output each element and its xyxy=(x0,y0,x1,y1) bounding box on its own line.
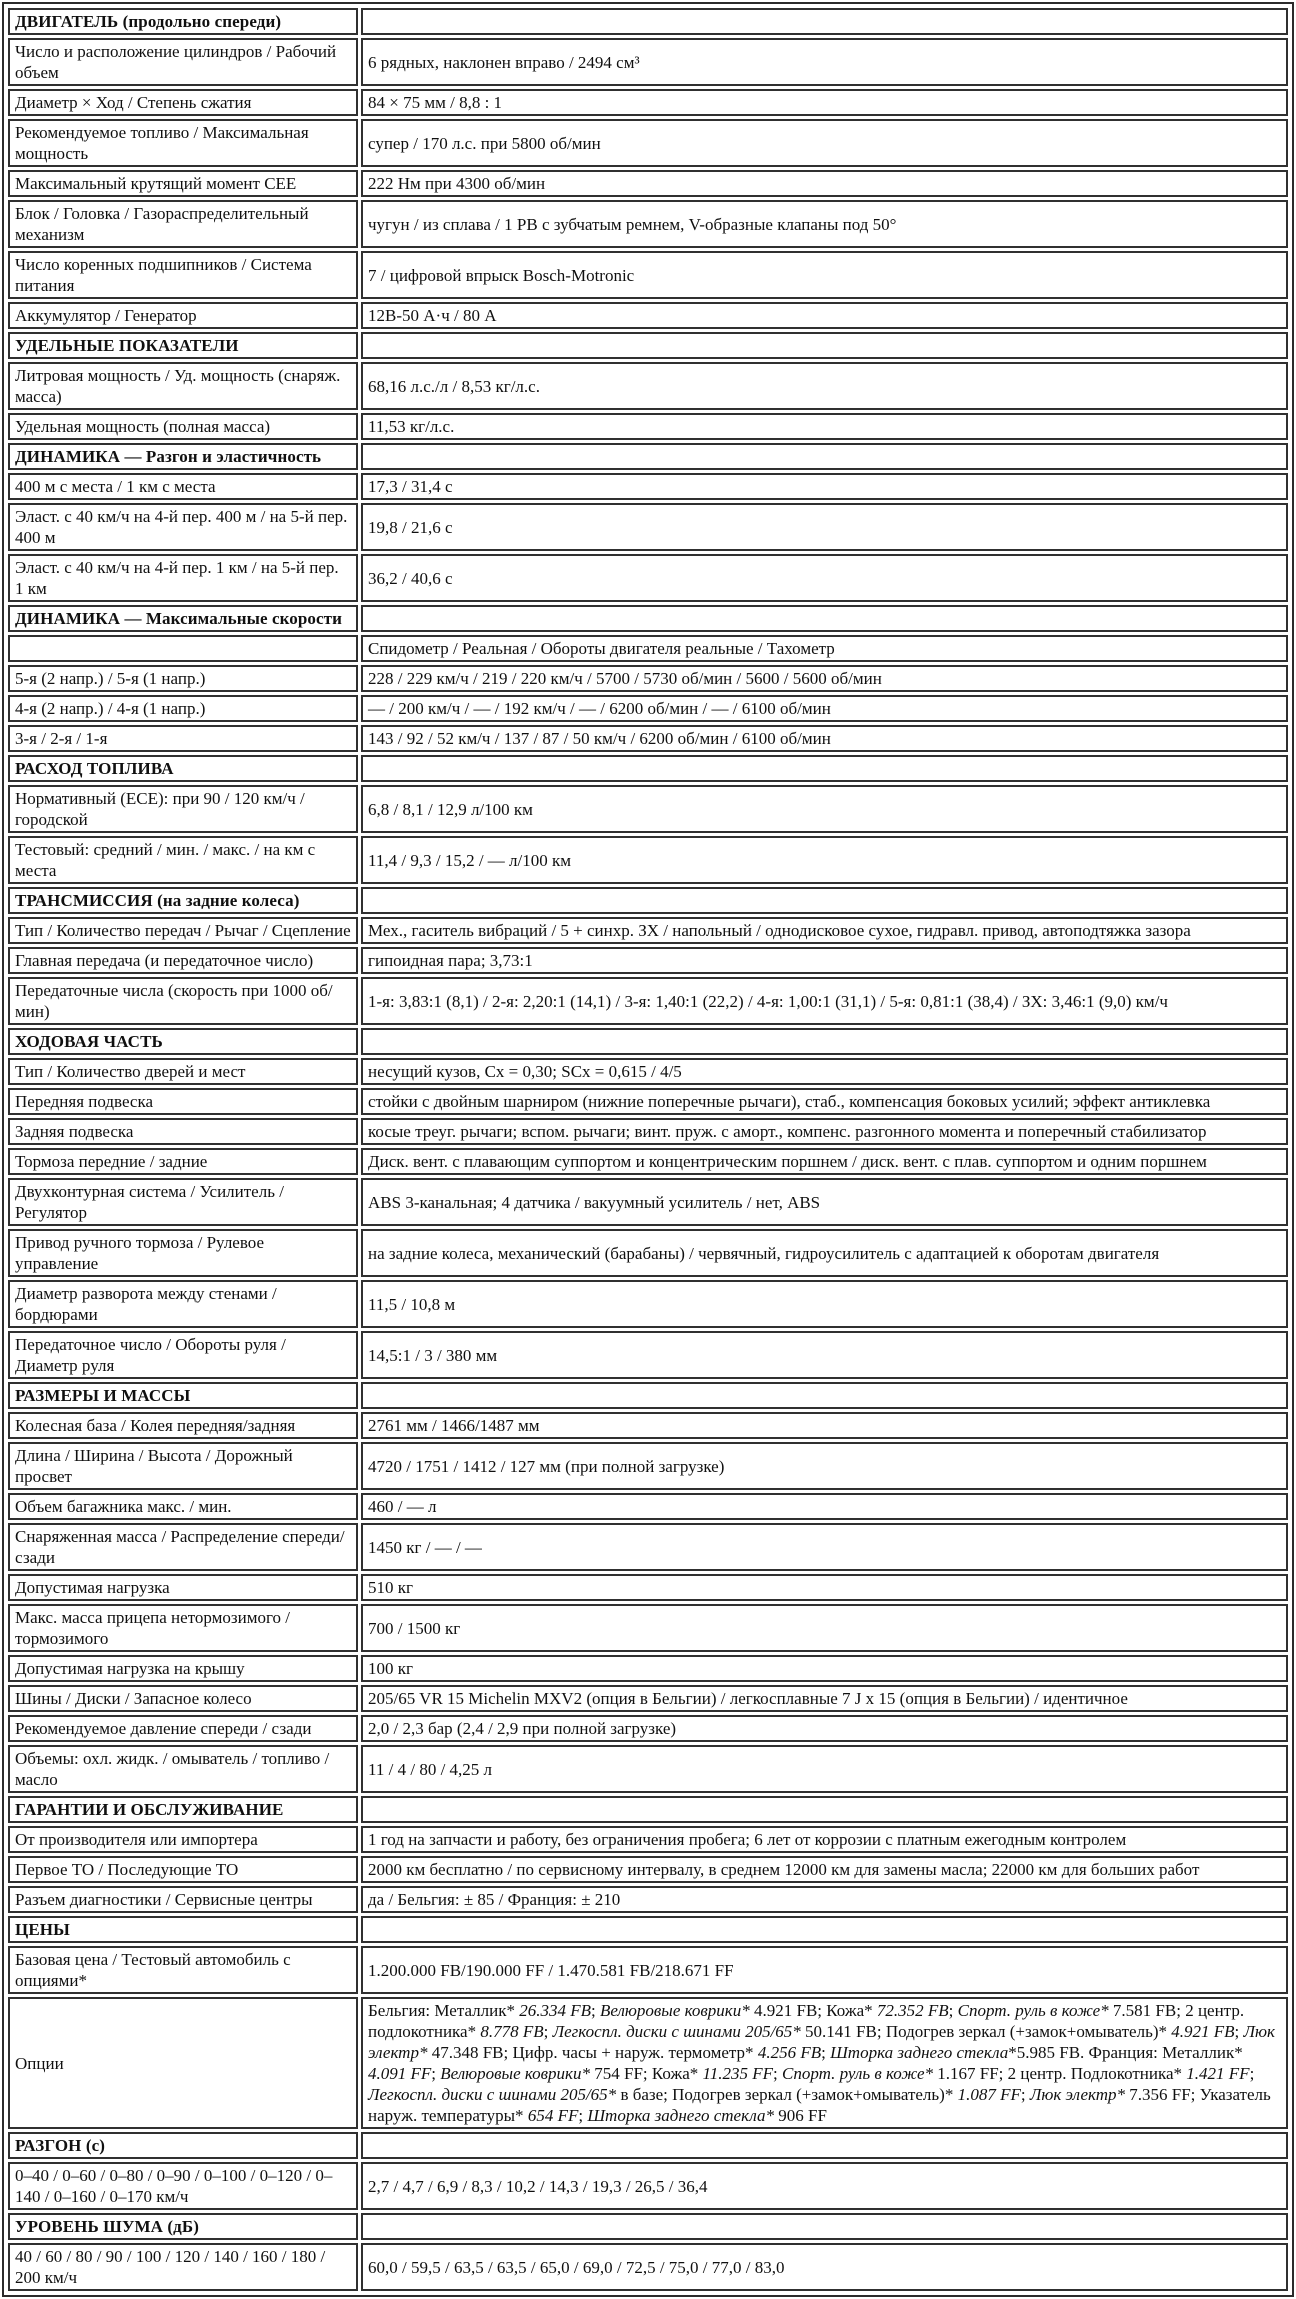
row-label: Число коренных подшипников / Система питания xyxy=(8,251,358,299)
table-row xyxy=(8,1148,1288,1175)
row-value: 36,2 / 40,6 с xyxy=(361,554,1288,602)
row-value: 222 Нм при 4300 об/мин xyxy=(361,170,1288,197)
row-label: Допустимая нагрузка на крышу xyxy=(8,1655,358,1682)
section-title: ГАРАНТИИ И ОБСЛУЖИВАНИЕ xyxy=(8,1796,358,1823)
row-value: 68,16 л.с./л / 8,53 кг/л.с. xyxy=(361,362,1288,410)
table-row xyxy=(8,1493,1288,1520)
row-label: Задняя подвеска xyxy=(8,1118,358,1145)
option-segment: ; xyxy=(1234,2022,1244,2041)
row-value: — / 200 км/ч / — / 192 км/ч / — / 6200 об/мин / — / 6100 об/мин xyxy=(361,695,1288,722)
table-row xyxy=(8,1280,1288,1328)
option-segment: ; xyxy=(591,2001,601,2020)
table-row xyxy=(8,503,1288,551)
option-segment: 4.091 FF xyxy=(368,2064,432,2083)
row-value: 1.200.000 FB/190.000 FF / 1.470.581 FB/218.671 FF xyxy=(361,1946,1288,1994)
option-segment: ; xyxy=(1020,2085,1030,2104)
option-segment: ; xyxy=(1249,2064,1255,2083)
option-segment: 4.921 FB xyxy=(1171,2022,1235,2041)
option-segment: 26.334 FB xyxy=(519,2001,592,2020)
table-row xyxy=(8,947,1288,974)
table-row xyxy=(8,170,1288,197)
section-row xyxy=(8,755,1288,782)
table-row xyxy=(8,1523,1288,1571)
table-row xyxy=(8,1886,1288,1913)
option-segment: 1.167 FF; 2 центр. Подлокотника* xyxy=(933,2064,1187,2083)
section-title: ТРАНСМИССИЯ (на задние колеса) xyxy=(8,887,358,914)
row-value: 100 кг xyxy=(361,1655,1288,1682)
row-value: 700 / 1500 кг xyxy=(361,1604,1288,1652)
row-label: Тип / Количество дверей и мест xyxy=(8,1058,358,1085)
row-label: Длина / Ширина / Высота / Дорожный просвет xyxy=(8,1442,358,1490)
table-row xyxy=(8,302,1288,329)
row-value: 11,5 / 10,8 м xyxy=(361,1280,1288,1328)
row-value: да / Бельгия: ± 85 / Франция: ± 210 xyxy=(361,1886,1288,1913)
table-row xyxy=(8,119,1288,167)
row-label: Рекомендуемое топливо / Максимальная мощность xyxy=(8,119,358,167)
option-segment: *5.985 FB. Франция: Металлик* xyxy=(1008,2043,1243,2062)
section-title: ДИНАМИКА — Максимальные скорости xyxy=(8,605,358,632)
row-label: Передняя подвеска xyxy=(8,1088,358,1115)
table-row xyxy=(8,1997,1288,2129)
row-value: 60,0 / 59,5 / 63,5 / 63,5 / 65,0 / 69,0 / 72,5 / 75,0 / 77,0 / 83,0 xyxy=(361,2243,1288,2291)
row-value: 11 / 4 / 80 / 4,25 л xyxy=(361,1745,1288,1793)
row-value: 1-я: 3,83:1 (8,1) / 2-я: 2,20:1 (14,1) / 3-я: 1,40:1 (22,2) / 4-я: 1,00:1 (31,1) / 5-я: 0,81:1 (38,4) / ЗХ: 3,46:1 (9,0) км/ч xyxy=(361,977,1288,1025)
option-segment: Шторка заднего стекла* xyxy=(587,2106,774,2125)
row-value: 7 / цифровой впрыск Bosch-Motronic xyxy=(361,251,1288,299)
option-segment: 4.256 FB xyxy=(757,2043,822,2062)
row-label: Эласт. с 40 км/ч на 4-й пер. 400 м / на 5-й пер. 400 м xyxy=(8,503,358,551)
spec-table-body xyxy=(8,8,1288,2291)
row-label: От производителя или импортера xyxy=(8,1826,358,1853)
table-row xyxy=(8,1229,1288,1277)
row-label: Допустимая нагрузка xyxy=(8,1574,358,1601)
row-label: Тип / Количество передач / Рычаг / Сцепление xyxy=(8,917,358,944)
table-row xyxy=(8,1412,1288,1439)
row-label: Базовая цена / Тестовый автомобиль с опциями* xyxy=(8,1946,358,1994)
option-segment: Спорт. руль в коже* xyxy=(957,2001,1109,2020)
table-row xyxy=(8,977,1288,1025)
option-segment: 1.421 FF xyxy=(1186,2064,1250,2083)
table-row xyxy=(8,1685,1288,1712)
row-value: 1 год на запчасти и работу, без ограничения пробега; 6 лет от коррозии с платным ежегодным контролем xyxy=(361,1826,1288,1853)
row-label: Диаметр × Ход / Степень сжатия xyxy=(8,89,358,116)
section-title: РАСХОД ТОПЛИВА xyxy=(8,755,358,782)
option-segment: 4.921 FB; Кожа* xyxy=(749,2001,877,2020)
option-segment: 906 FF xyxy=(774,2106,827,2125)
table-row xyxy=(8,836,1288,884)
row-label: Литровая мощность / Уд. мощность (снаряж. масса) xyxy=(8,362,358,410)
table-row xyxy=(8,917,1288,944)
section-row xyxy=(8,1916,1288,1943)
row-label: Передаточные числа (скорость при 1000 об/мин) xyxy=(8,977,358,1025)
row-value: 6,8 / 8,1 / 12,9 л/100 км xyxy=(361,785,1288,833)
table-row xyxy=(8,1178,1288,1226)
row-value: 84 × 75 мм / 8,8 : 1 xyxy=(361,89,1288,116)
section-title: РАЗМЕРЫ И МАССЫ xyxy=(8,1382,358,1409)
table-row xyxy=(8,38,1288,86)
row-value: 2,7 / 4,7 / 6,9 / 8,3 / 10,2 / 14,3 / 19,3 / 26,5 / 36,4 xyxy=(361,2162,1288,2210)
spec-sheet xyxy=(2,2,1294,2297)
table-row xyxy=(8,1856,1288,1883)
table-row xyxy=(8,1574,1288,1601)
row-value: чугун / из сплава / 1 РВ с зубчатым ремнем, V-образные клапаны под 50° xyxy=(361,200,1288,248)
table-row xyxy=(8,1946,1288,1994)
table-row xyxy=(8,725,1288,752)
row-value xyxy=(361,887,1288,914)
row-value: косые треуг. рычаги; вспом. рычаги; винт. пруж. с аморт., компенс. разгонного момента и поперечный стабилизатор xyxy=(361,1118,1288,1145)
option-segment: 654 FF xyxy=(527,2106,579,2125)
section-title: РАЗГОН (с) xyxy=(8,2132,358,2159)
table-row xyxy=(8,413,1288,440)
row-label: Привод ручного тормоза / Рулевое управление xyxy=(8,1229,358,1277)
row-label: Передаточное число / Обороты руля / Диаметр руля xyxy=(8,1331,358,1379)
section-title: ДИНАМИКА — Разгон и эластичность xyxy=(8,443,358,470)
row-value: 460 / — л xyxy=(361,1493,1288,1520)
option-segment: ; xyxy=(543,2022,553,2041)
option-segment: ; xyxy=(773,2064,782,2083)
section-title: ЦЕНЫ xyxy=(8,1916,358,1943)
table-row xyxy=(8,1826,1288,1853)
table-row xyxy=(8,554,1288,602)
row-value: на задние колеса, механический (барабаны) / червячный, гидроусилитель с адаптацией к оборотам двигателя xyxy=(361,1229,1288,1277)
row-label: 4-я (2 напр.) / 4-я (1 напр.) xyxy=(8,695,358,722)
row-value: 2000 км бесплатно / по сервисному интервалу, в среднем 12000 км для замены масла; 22000 км для больших работ xyxy=(361,1856,1288,1883)
table-row xyxy=(8,1118,1288,1145)
row-value: 2761 мм / 1466/1487 мм xyxy=(361,1412,1288,1439)
row-label: Объем багажника макс. / мин. xyxy=(8,1493,358,1520)
row-value xyxy=(361,2132,1288,2159)
row-label: Рекомендуемое давление спереди / сзади xyxy=(8,1715,358,1742)
option-segment: 50.141 FB; Подогрев зеркал (+замок+омыватель)* xyxy=(800,2022,1172,2041)
option-segment: Велюровые коврики* xyxy=(440,2064,590,2083)
option-segment: 8.778 FB xyxy=(480,2022,544,2041)
table-row xyxy=(8,362,1288,410)
row-label: Число и расположение цилиндров / Рабочий объем xyxy=(8,38,358,86)
row-label: Двухконтурная система / Усилитель / Регулятор xyxy=(8,1178,358,1226)
row-value: 143 / 92 / 52 км/ч / 137 / 87 / 50 км/ч / 6200 об/мин / 6100 об/мин xyxy=(361,725,1288,752)
table-row xyxy=(8,1745,1288,1793)
row-value: 510 кг xyxy=(361,1574,1288,1601)
row-value xyxy=(361,2213,1288,2240)
section-row xyxy=(8,605,1288,632)
row-label: Эласт. с 40 км/ч на 4-й пер. 1 км / на 5-й пер. 1 км xyxy=(8,554,358,602)
table-row xyxy=(8,1715,1288,1742)
row-label: Шины / Диски / Запасное колесо xyxy=(8,1685,358,1712)
row-value xyxy=(361,605,1288,632)
row-value: 228 / 229 км/ч / 219 / 220 км/ч / 5700 / 5730 об/мин / 5600 / 5600 об/мин xyxy=(361,665,1288,692)
option-segment: Бельгия: Металлик* xyxy=(368,2001,520,2020)
option-segment: 11.235 FF xyxy=(702,2064,774,2083)
table-row xyxy=(8,251,1288,299)
row-label: 5-я (2 напр.) / 5-я (1 напр.) xyxy=(8,665,358,692)
option-segment: ; xyxy=(821,2043,831,2062)
row-label: Макс. масса прицепа нетормозимого / тормозимого xyxy=(8,1604,358,1652)
row-value xyxy=(361,1382,1288,1409)
option-segment: Люк электр* xyxy=(1029,2085,1126,2104)
option-segment: Легкоспл. диски с шинами 205/65* xyxy=(552,2022,801,2041)
option-segment: ; xyxy=(578,2106,588,2125)
row-value: 1450 кг / — / — xyxy=(361,1523,1288,1571)
table-row xyxy=(8,1331,1288,1379)
row-label: Нормативный (ЕСЕ): при 90 / 120 км/ч / городской xyxy=(8,785,358,833)
row-value: 11,4 / 9,3 / 15,2 / — л/100 км xyxy=(361,836,1288,884)
table-row xyxy=(8,89,1288,116)
table-row xyxy=(8,1442,1288,1490)
row-label: Первое ТО / Последующие ТО xyxy=(8,1856,358,1883)
row-label: 3-я / 2-я / 1-я xyxy=(8,725,358,752)
section-row xyxy=(8,8,1288,35)
spec-table xyxy=(5,5,1291,2294)
option-segment: Люк электр* xyxy=(368,2022,1275,2062)
section-title: УДЕЛЬНЫЕ ПОКАЗАТЕЛИ xyxy=(8,332,358,359)
option-segment: ; xyxy=(948,2001,958,2020)
table-row xyxy=(8,2243,1288,2291)
row-label: Аккумулятор / Генератор xyxy=(8,302,358,329)
row-label: Снаряженная масса / Распределение спереди/сзади xyxy=(8,1523,358,1571)
section-title: ДВИГАТЕЛЬ (продольно спереди) xyxy=(8,8,358,35)
section-row xyxy=(8,332,1288,359)
row-label: Максимальный крутящий момент СЕЕ xyxy=(8,170,358,197)
row-label: Разъем диагностики / Сервисные центры xyxy=(8,1886,358,1913)
table-row xyxy=(8,1058,1288,1085)
section-row xyxy=(8,1796,1288,1823)
row-label: Главная передача (и передаточное число) xyxy=(8,947,358,974)
row-value: Мех., гаситель вибраций / 5 + синхр. ЗХ / напольный / однодисковое сухое, гидравл. привод, автоподтяжка зазора xyxy=(361,917,1288,944)
table-row xyxy=(8,695,1288,722)
section-row xyxy=(8,1382,1288,1409)
row-label: 40 / 60 / 80 / 90 / 100 / 120 / 140 / 160 / 180 / 200 км/ч xyxy=(8,2243,358,2291)
row-value xyxy=(361,443,1288,470)
option-segment: 7.581 FB; 2 центр. подлокотника* xyxy=(368,2001,1245,2041)
section-row xyxy=(8,887,1288,914)
row-value xyxy=(361,755,1288,782)
row-label: Блок / Головка / Газораспределительный механизм xyxy=(8,200,358,248)
row-label: Тестовый: средний / мин. / макс. / на км с места xyxy=(8,836,358,884)
row-label: Удельная мощность (полная масса) xyxy=(8,413,358,440)
row-value: 6 рядных, наклонен вправо / 2494 см³ xyxy=(361,38,1288,86)
option-segment: Спорт. руль в коже* xyxy=(782,2064,934,2083)
table-row xyxy=(8,1655,1288,1682)
table-row xyxy=(8,785,1288,833)
table-row xyxy=(8,473,1288,500)
row-label: 0–40 / 0–60 / 0–80 / 0–90 / 0–100 / 0–120 / 0–140 / 0–160 / 0–170 км/ч xyxy=(8,2162,358,2210)
option-segment: Велюровые коврики* xyxy=(600,2001,750,2020)
row-value xyxy=(361,8,1288,35)
section-row xyxy=(8,443,1288,470)
option-segment: 72.352 FB xyxy=(876,2001,949,2020)
row-value: 2,0 / 2,3 бар (2,4 / 2,9 при полной загрузке) xyxy=(361,1715,1288,1742)
row-label: Опции xyxy=(8,1997,358,2129)
row-value: ABS 3-канальная; 4 датчика / вакуумный усилитель / нет, ABS xyxy=(361,1178,1288,1226)
row-value: гипоидная пара; 3,73:1 xyxy=(361,947,1288,974)
row-value: 17,3 / 31,4 с xyxy=(361,473,1288,500)
row-value: супер / 170 л.с. при 5800 об/мин xyxy=(361,119,1288,167)
row-value: 14,5:1 / 3 / 380 мм xyxy=(361,1331,1288,1379)
option-segment: 754 FF; Кожа* xyxy=(590,2064,703,2083)
row-value: Спидометр / Реальная / Обороты двигателя реальные / Тахометр xyxy=(361,635,1288,662)
option-segment: Шторка заднего стекла xyxy=(830,2043,1009,2062)
option-segment: 47.348 FB; Цифр. часы + наруж. термометр* xyxy=(427,2043,758,2062)
section-title: УРОВЕНЬ ШУМА (дБ) xyxy=(8,2213,358,2240)
section-title: ХОДОВАЯ ЧАСТЬ xyxy=(8,1028,358,1055)
section-row xyxy=(8,2213,1288,2240)
option-segment: в базе; Подогрев зеркал (+замок+омыватель)* xyxy=(616,2085,958,2104)
row-value xyxy=(361,1796,1288,1823)
table-row xyxy=(8,2162,1288,2210)
table-row xyxy=(8,1604,1288,1652)
row-label: Диаметр разворота между стенами / бордюрами xyxy=(8,1280,358,1328)
row-label: Объемы: охл. жидк. / омыватель / топливо / масло xyxy=(8,1745,358,1793)
row-value: 4720 / 1751 / 1412 / 127 мм (при полной загрузке) xyxy=(361,1442,1288,1490)
row-value xyxy=(361,1997,1288,2129)
option-segment: 7.356 FF; Указатель наруж. температуры* xyxy=(368,2085,1271,2125)
table-row xyxy=(8,665,1288,692)
row-value: 19,8 / 21,6 с xyxy=(361,503,1288,551)
row-value: стойки с двойным шарниром (нижние поперечные рычаги), стаб., компенсация боковых усилий; эффект антиклевка xyxy=(361,1088,1288,1115)
table-row xyxy=(8,1088,1288,1115)
option-segment: Легкоспл. диски с шинами 205/65* xyxy=(368,2085,617,2104)
row-label: Тормоза передние / задние xyxy=(8,1148,358,1175)
row-value xyxy=(361,1916,1288,1943)
row-value xyxy=(361,1028,1288,1055)
row-value: Диск. вент. с плавающим суппортом и концентрическим поршнем / диск. вент. с плав. суппортом и одним поршнем xyxy=(361,1148,1288,1175)
row-label xyxy=(8,635,358,662)
section-row xyxy=(8,1028,1288,1055)
row-value: 205/65 VR 15 Michelin MXV2 (опция в Бельгии) / легкосплавные 7 J x 15 (опция в Бельгии) / идентичное xyxy=(361,1685,1288,1712)
row-label: Колесная база / Колея передняя/задняя xyxy=(8,1412,358,1439)
section-row xyxy=(8,2132,1288,2159)
option-segment: 1.087 FF xyxy=(957,2085,1021,2104)
option-segment: ; xyxy=(431,2064,441,2083)
row-value xyxy=(361,332,1288,359)
row-value: несущий кузов, Сх = 0,30; SCx = 0,615 / 4/5 xyxy=(361,1058,1288,1085)
row-value: 12В-50 А·ч / 80 А xyxy=(361,302,1288,329)
row-label: 400 м с места / 1 км с места xyxy=(8,473,358,500)
row-value: 11,53 кг/л.с. xyxy=(361,413,1288,440)
table-row xyxy=(8,200,1288,248)
table-row xyxy=(8,635,1288,662)
